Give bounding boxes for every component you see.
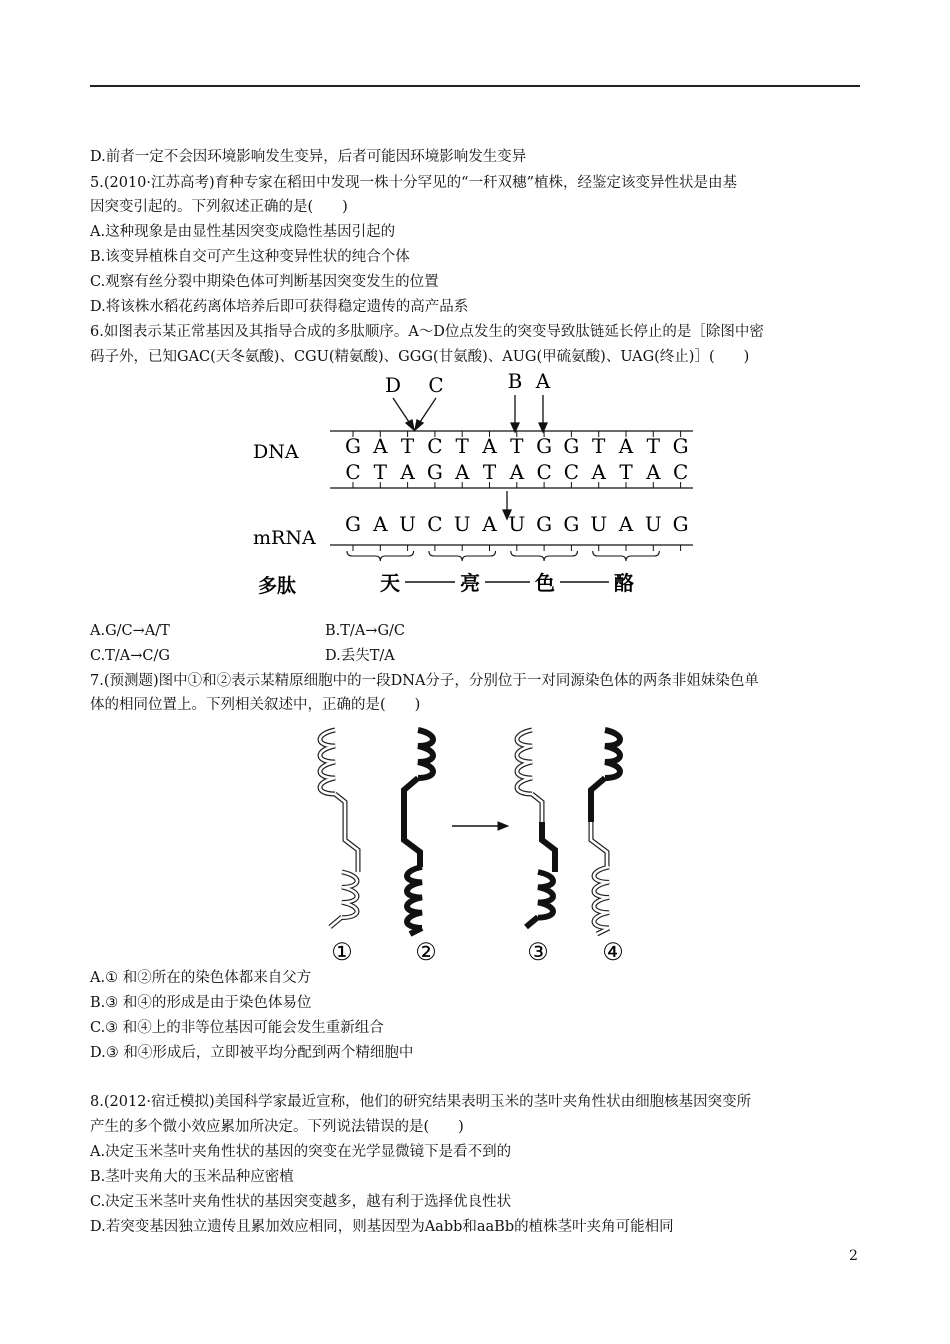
q6-stem-line1: 6.如图表示某正常基因及其指导合成的多肽顺序。A～D位点发生的突变导致肽链延长停止的是［除图中密 [90,324,764,340]
q7-option-b: B.③ 和④的形成是由于染色体易位 [90,995,312,1011]
q6-option-c: C.T/A→C/G [90,648,170,664]
mrna-base: G [563,512,580,536]
dna-top-base: T [400,434,415,458]
q8-option-c: C.决定玉米茎叶夹角性状的基因突变越多，越有利于选择优良性状 [90,1194,512,1210]
dna-top-base: T [510,434,524,458]
dna-bottom-base: A [400,460,415,484]
q8-option-d: D.若突变基因独立遗传且累加效应相同，则基因型为Aabb和aaBb的植株茎叶夹角可能相同 [90,1219,674,1235]
amino-acid: 天 [380,571,400,595]
dna-top-base: G [672,434,689,458]
codon-brace [593,551,660,561]
dna-top-base: C [427,434,443,458]
dna-bottom-strand [345,460,688,484]
dna-bottom-base: T [482,460,497,484]
q5-option-a: A.这种现象是由显性基因突变成隐性基因引起的 [90,224,396,240]
mrna-base: A [373,512,388,536]
dna-top-base: A [373,434,388,458]
q6-option-b: B.T/A→G/C [325,623,406,639]
mrna-base: A [482,512,497,536]
site-label-c: C [428,373,444,397]
dna-bottom-base: C [536,460,552,484]
q4-option-d: D.前者一定不会因环境影响发生变异，后者可能因环境影响发生变异 [90,149,527,165]
q7-stem-line1: 7.(预测题)图中①和②表示某精原细胞中的一段DNA分子，分别位于一对同源染色体的两条非姐妹染色单 [90,673,759,689]
q5-option-b: B.该变异植株自交可产生这种变异性状的纯合个体 [90,249,410,265]
label-2: ② [415,938,437,966]
dna-top-base: G [345,434,361,458]
chromatid-4 [591,730,620,934]
site-labels [385,369,551,397]
process-arrow [452,822,508,830]
site-label-a: A [535,369,551,393]
dna-top-base: T [646,434,660,458]
amino-acid: 色 [535,571,555,595]
codon-brace [429,551,496,561]
mrna-base: G [536,512,553,536]
dna-bottom-base: T [619,460,633,484]
dna-bottom-base: G [426,460,443,484]
site-label-d: D [384,373,402,397]
dna-bottom-base: C [345,460,361,484]
q5-option-c: C.观察有丝分裂中期染色体可判断基因突变发生的位置 [90,274,439,290]
peptide-chain [380,571,634,595]
label-3: ③ [527,938,549,966]
mrna-base: U [508,512,526,536]
chromatid-1 [320,730,358,927]
dna-top-base: T [455,434,469,458]
label-4: ④ [602,938,624,966]
dna-bottom-base: C [563,460,580,484]
dna-top-strand [345,434,689,458]
q7-option-a: A.① 和②所在的染色体都来自父方 [90,970,312,986]
site-label-b: B [507,369,523,393]
dna-top-base: A [618,434,634,458]
dna-bottom-base: A [591,460,606,484]
mrna-base: C [427,512,443,536]
dna-bottom-base: A [646,460,661,484]
dna-bottom-base: C [672,460,689,484]
dna-bottom-base: A [509,460,525,484]
q7-stem-line2: 体的相同位置上。下列相关叙述中，正确的是( ) [90,697,421,713]
peptide-label: 多肽 [258,575,297,597]
mrna-base: U [590,512,608,536]
dna-top-base: T [592,434,606,458]
dna-bottom-base: A [454,460,470,484]
mrna-label: mRNA [253,527,316,549]
mrna-base: U [399,512,417,536]
codon-brace [347,551,414,561]
amino-acid: 亮 [460,571,480,595]
q6-stem-line2: 码子外，已知GAC(天冬氨酸)、CGU(精氨酸)、GGG(甘氨酸)、AUG(甲硫氨酸)、UAG(终止)］( ) [90,349,750,365]
q6-option-d: D.丢失T/A [325,648,395,664]
dna-top-base: G [536,434,553,458]
codon-brace [511,551,578,561]
mrna-base: A [618,512,634,536]
mrna-base: G [672,512,689,536]
codon-braces [347,551,659,561]
chromatid-labels [331,938,624,966]
mrna-base: U [644,512,662,536]
mrna-base: G [345,512,361,536]
mrna-strand [345,512,689,536]
q5-option-d: D.将该株水稻花药离体培养后即可获得稳定遗传的高产品系 [90,299,469,315]
q8-stem-line1: 8.(2012·宿迁模拟)美国科学家最近宣称，他们的研究结果表明玉米的茎叶夹角性状由细胞核基因突变所 [90,1094,752,1110]
site-arrows [393,395,547,519]
q6-option-a: A.G/C→A/T [90,623,170,639]
chromatid-2 [404,730,433,934]
amino-acid: 酪 [614,571,634,595]
header-rule [90,85,860,87]
dna-top-base: A [482,434,497,458]
chromatid-3 [517,730,555,927]
q5-stem-line2: 因突变引起的。下列叙述正确的是( ) [90,199,348,215]
dna-bottom-base: T [373,460,387,484]
chromatid-crossover-diagram [300,722,650,967]
q8-option-a: A.决定玉米茎叶夹角性状的基因的突变在光学显微镜下是看不到的 [90,1144,512,1160]
q8-stem-line2: 产生的多个微小效应累加所决定。下列说法错误的是( ) [90,1119,464,1135]
q7-option-d: D.③ 和④形成后，立即被平均分配到两个精细胞中 [90,1045,414,1061]
q8-option-b: B.茎叶夹角大的玉米品种应密植 [90,1169,294,1185]
dna-label: DNA [253,441,299,463]
q7-option-c: C.③ 和④上的非等位基因可能会发生重新组合 [90,1020,384,1036]
gene-mutation-diagram [240,368,710,608]
dna-top-base: G [563,434,580,458]
page-number: 2 [849,1248,858,1264]
mrna-base: U [453,512,471,536]
label-1: ① [331,938,353,966]
q5-stem-line1: 5.(2010·江苏高考)育种专家在稻田中发现一株十分罕见的“一秆双穗”植株，经鉴定该变异性状是由基 [90,175,737,191]
